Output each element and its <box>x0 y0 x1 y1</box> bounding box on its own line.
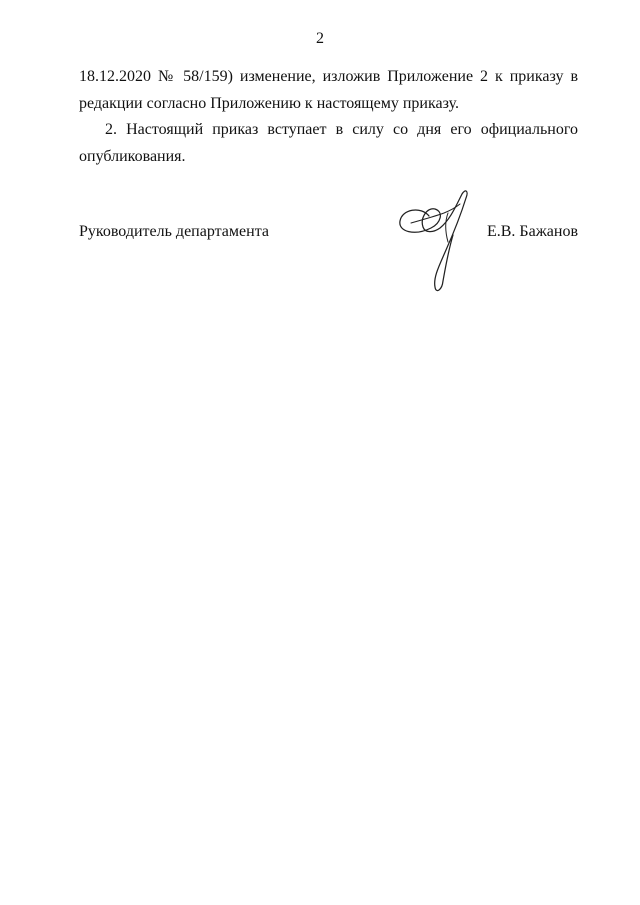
paragraph-2-line-2: опубликования. <box>79 148 186 165</box>
paragraph-2 <box>79 116 578 170</box>
paragraph-2-line-1: 2. Настоящий приказ вступает в силу со дня его официального <box>105 121 578 138</box>
paragraph-1 <box>79 63 578 117</box>
signature-block <box>79 223 578 243</box>
handwritten-signature-icon <box>393 186 473 301</box>
signer-name: Е.В. Бажанов <box>486 223 578 240</box>
signer-title: Руководитель департамента <box>79 223 269 240</box>
paragraph-1-line-1: 18.12.2020 № 58/159) изменение, изложив Приложение 2 к приказу в <box>79 68 578 85</box>
page-number: 2 <box>316 30 324 47</box>
paragraph-1-line-2: редакции согласно Приложению к настоящему приказу. <box>79 95 459 112</box>
